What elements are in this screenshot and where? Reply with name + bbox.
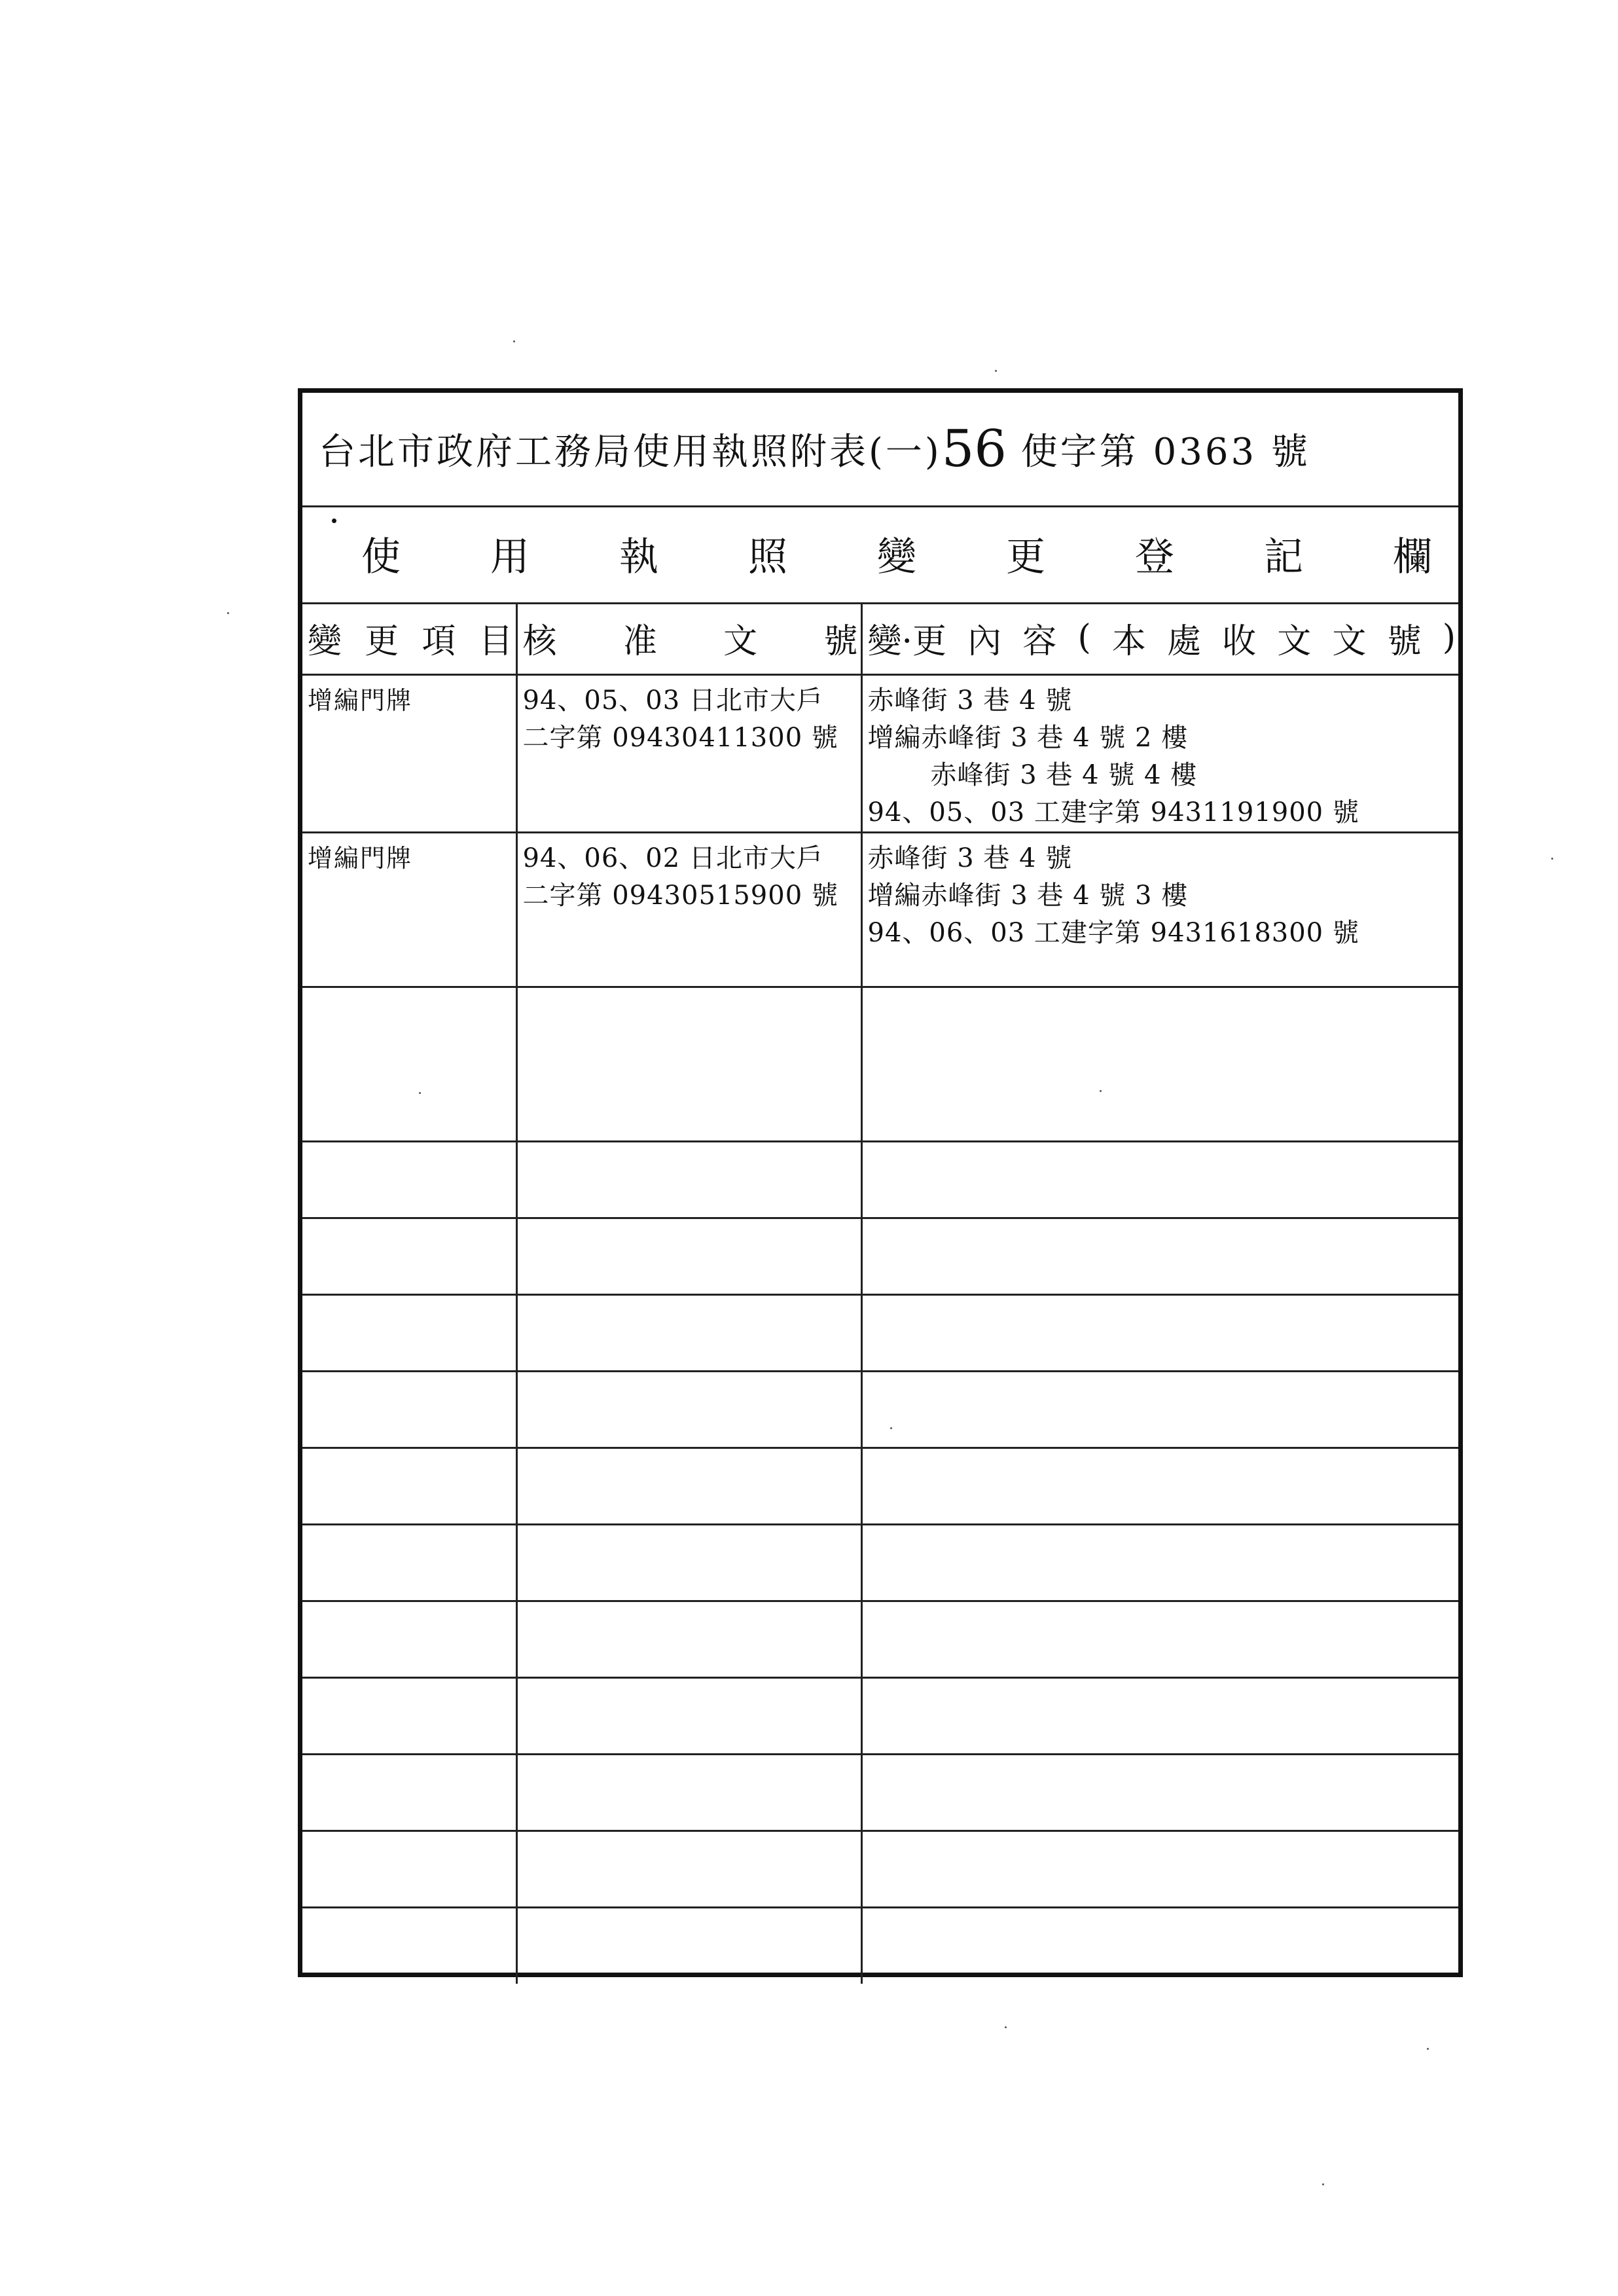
approval-number-cell bbox=[516, 1601, 861, 1677]
change-content-cell-text: 赤峰街 3 巷 4 號 增編赤峰街 3 巷 4 號 2 樓 赤峰街 3 巷 4 號 4 樓 94、05、03 工建字第 9431191900 號 bbox=[867, 685, 1359, 828]
column-header-char: ( bbox=[1077, 618, 1091, 658]
table-row bbox=[302, 1677, 1458, 1754]
change-content-cell-text bbox=[863, 1679, 1459, 1685]
change-item-cell-text bbox=[302, 1679, 516, 1685]
approval-number-cell bbox=[516, 1371, 861, 1448]
scan-speck bbox=[227, 612, 229, 614]
column-header-char: 目 bbox=[478, 621, 513, 661]
approval-number-cell-text: 94、06、02 日北市大戶 二字第 09430515900 號 bbox=[522, 843, 838, 911]
column-header-char: 內 bbox=[967, 621, 1002, 661]
change-content-cell bbox=[861, 1831, 1458, 1907]
approval-number-cell-text bbox=[518, 1525, 861, 1532]
change-content-cell bbox=[861, 674, 1458, 832]
change-item-cell bbox=[302, 832, 516, 987]
change-item-cell-text bbox=[302, 1602, 516, 1609]
approval-number-cell-text bbox=[518, 1908, 861, 1915]
change-content-cell-text bbox=[863, 1908, 1459, 1915]
change-item-cell-text: 增編門牌 bbox=[308, 843, 413, 873]
approval-number-cell-text bbox=[518, 1679, 861, 1685]
approval-number-cell-text bbox=[518, 988, 861, 994]
change-content-cell-text bbox=[863, 1602, 1459, 1609]
change-content-cell bbox=[861, 1448, 1458, 1524]
table-row bbox=[302, 1524, 1458, 1601]
change-content-cell bbox=[861, 1677, 1458, 1754]
table-row bbox=[302, 1831, 1458, 1907]
approval-number-cell bbox=[516, 1218, 861, 1294]
table-row bbox=[302, 674, 1458, 832]
change-item-cell-text bbox=[302, 1832, 516, 1838]
column-header-char: 號 bbox=[823, 621, 858, 661]
approval-number-cell-text bbox=[518, 1832, 861, 1838]
approval-number-cell bbox=[516, 1907, 861, 1984]
change-content-cell-text bbox=[863, 1372, 1459, 1379]
change-content-cell bbox=[861, 1371, 1458, 1448]
column-header-char: 文 bbox=[1332, 621, 1367, 661]
change-item-cell bbox=[302, 1448, 516, 1524]
change-item-cell-text bbox=[302, 1219, 516, 1226]
column-header-char: 變 bbox=[308, 621, 342, 661]
change-content-cell-text bbox=[863, 1525, 1459, 1532]
table-row bbox=[302, 1218, 1458, 1294]
scan-speck bbox=[513, 340, 515, 342]
column-header-char: 處 bbox=[1167, 621, 1202, 661]
column-header-approval-number bbox=[516, 602, 861, 674]
change-content-cell bbox=[861, 1601, 1458, 1677]
table-row bbox=[302, 987, 1458, 1141]
section-heading-text bbox=[361, 505, 1432, 602]
change-item-cell-text bbox=[302, 1908, 516, 1915]
approval-number-cell bbox=[516, 1448, 861, 1524]
change-content-cell bbox=[861, 1141, 1458, 1218]
table-row bbox=[302, 1294, 1458, 1371]
change-content-cell bbox=[861, 1907, 1458, 1984]
form-title bbox=[302, 393, 1458, 507]
heading-char: 執 bbox=[619, 534, 658, 580]
column-header-char: 變·更 bbox=[867, 621, 947, 661]
table-row bbox=[302, 1754, 1458, 1831]
approval-number-cell-text bbox=[518, 1219, 861, 1226]
change-item-cell bbox=[302, 1831, 516, 1907]
change-item-cell bbox=[302, 1677, 516, 1754]
scan-speck bbox=[419, 1092, 421, 1094]
table-row bbox=[302, 1448, 1458, 1524]
scan-speck bbox=[890, 1427, 892, 1429]
change-item-cell-text bbox=[302, 1372, 516, 1379]
change-item-cell-text bbox=[302, 988, 516, 994]
change-item-cell bbox=[302, 1601, 516, 1677]
table-row bbox=[302, 832, 1458, 987]
column-header-char: 本 bbox=[1111, 621, 1146, 661]
change-content-cell bbox=[861, 1218, 1458, 1294]
heading-char: 登 bbox=[1135, 534, 1174, 580]
change-content-cell bbox=[861, 1524, 1458, 1601]
form-title-number: 56 bbox=[941, 420, 1007, 479]
column-header-char: 號 bbox=[1387, 621, 1422, 661]
change-content-cell-text bbox=[863, 1219, 1459, 1226]
approval-number-cell bbox=[516, 1141, 861, 1218]
column-header-char: 更 bbox=[365, 621, 399, 661]
approval-number-cell-text: 94、05、03 日北市大戶 二字第 09430411300 號 bbox=[522, 685, 838, 753]
approval-number-cell bbox=[516, 1294, 861, 1371]
approval-number-cell-text bbox=[518, 1142, 861, 1149]
change-register-table bbox=[302, 602, 1458, 1984]
change-item-cell-text bbox=[302, 1525, 516, 1532]
scan-speck bbox=[1100, 1090, 1102, 1092]
table-row bbox=[302, 1601, 1458, 1677]
column-header-char: ) bbox=[1442, 618, 1456, 658]
change-content-cell bbox=[861, 987, 1458, 1141]
change-content-cell-text bbox=[863, 1296, 1459, 1302]
column-header-char: 收 bbox=[1222, 621, 1257, 661]
change-item-cell-text: 增編門牌 bbox=[308, 685, 413, 715]
column-header-char: 文 bbox=[1277, 621, 1312, 661]
form-title-prefix: 台北市政府工務局使用執照附表(一) bbox=[319, 431, 942, 473]
approval-number-cell-text bbox=[518, 1372, 861, 1379]
change-content-cell bbox=[861, 832, 1458, 987]
approval-number-cell bbox=[516, 674, 861, 832]
change-item-cell bbox=[302, 1907, 516, 1984]
column-header-change-content bbox=[861, 602, 1458, 674]
change-content-cell-text bbox=[863, 1142, 1459, 1149]
table-row bbox=[302, 1371, 1458, 1448]
change-content-cell-text bbox=[863, 1832, 1459, 1838]
table-row bbox=[302, 1141, 1458, 1218]
ink-dot bbox=[332, 519, 336, 523]
change-content-cell bbox=[861, 1294, 1458, 1371]
change-item-cell bbox=[302, 1141, 516, 1218]
column-header-char: 准 bbox=[622, 621, 657, 661]
change-item-cell-text bbox=[302, 1296, 516, 1302]
change-item-cell-text bbox=[302, 1142, 516, 1149]
form-title-suffix: 使字第 0363 號 bbox=[1020, 431, 1310, 473]
column-header-char: 容 bbox=[1022, 621, 1057, 661]
usage-license-change-form bbox=[298, 388, 1463, 1977]
heading-char: 使 bbox=[361, 534, 401, 580]
change-item-cell-text bbox=[302, 1755, 516, 1762]
approval-number-cell bbox=[516, 987, 861, 1141]
change-content-cell-text: 赤峰街 3 巷 4 號 增編赤峰街 3 巷 4 號 3 樓 94、06、03 工建字第 9431618300 號 bbox=[867, 843, 1359, 948]
heading-char: 更 bbox=[1006, 534, 1045, 580]
approval-number-cell bbox=[516, 832, 861, 987]
change-item-cell bbox=[302, 1294, 516, 1371]
change-item-cell bbox=[302, 1371, 516, 1448]
approval-number-cell-text bbox=[518, 1296, 861, 1302]
column-header-char: 核 bbox=[522, 621, 557, 661]
scan-speck bbox=[1322, 2183, 1324, 2185]
approval-number-cell bbox=[516, 1524, 861, 1601]
approval-number-cell-text bbox=[518, 1755, 861, 1762]
approval-number-cell bbox=[516, 1677, 861, 1754]
heading-char: 照 bbox=[748, 534, 787, 580]
change-item-cell bbox=[302, 1754, 516, 1831]
change-content-cell-text bbox=[863, 1449, 1459, 1455]
heading-char: 記 bbox=[1264, 534, 1303, 580]
change-content-cell-text bbox=[863, 988, 1459, 994]
column-header-char: 項 bbox=[422, 621, 456, 661]
change-item-cell-text bbox=[302, 1449, 516, 1455]
heading-char: 用 bbox=[490, 534, 530, 580]
scan-speck bbox=[1005, 2026, 1007, 2028]
scan-speck bbox=[1551, 858, 1553, 860]
section-heading bbox=[302, 505, 1458, 604]
change-item-cell bbox=[302, 1218, 516, 1294]
approval-number-cell-text bbox=[518, 1449, 861, 1455]
change-item-cell bbox=[302, 674, 516, 832]
change-item-cell bbox=[302, 987, 516, 1141]
change-item-cell bbox=[302, 1524, 516, 1601]
change-content-cell bbox=[861, 1754, 1458, 1831]
table-row bbox=[302, 1907, 1458, 1984]
column-header-row bbox=[302, 602, 1458, 674]
heading-char: 欄 bbox=[1393, 534, 1432, 580]
change-content-cell-text bbox=[863, 1755, 1459, 1762]
column-header-char: 文 bbox=[723, 621, 758, 661]
scan-speck bbox=[995, 370, 997, 372]
scan-speck bbox=[1427, 2048, 1429, 2050]
approval-number-cell-text bbox=[518, 1602, 861, 1609]
approval-number-cell bbox=[516, 1754, 861, 1831]
column-header-change-item bbox=[302, 602, 516, 674]
heading-char: 變 bbox=[877, 534, 916, 580]
approval-number-cell bbox=[516, 1831, 861, 1907]
